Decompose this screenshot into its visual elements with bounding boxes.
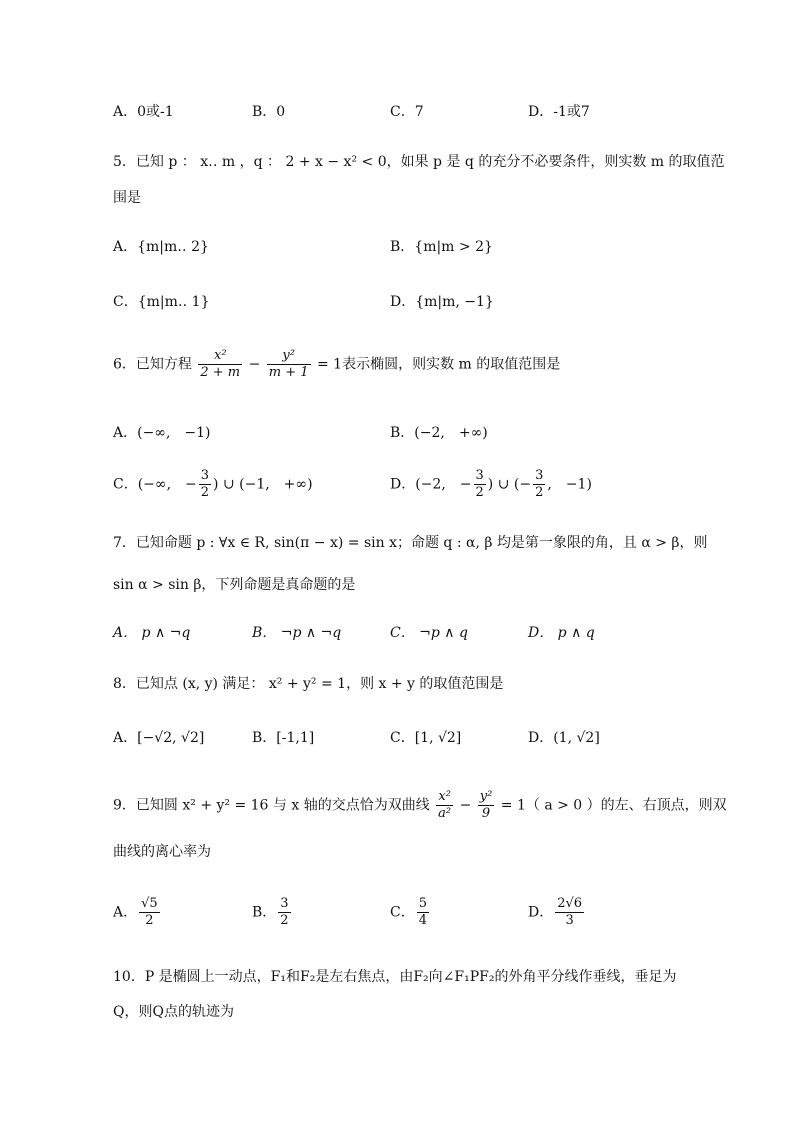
q7-option-d[interactable]: D． p ∧ q bbox=[528, 625, 595, 641]
q6-stem bbox=[113, 348, 560, 381]
q7-stem-line1: 7．已知命题 p : ∀x ∈ R, sin(π − x) = sin x；命题 q : α, β 均是第一象限的角，且 α > β，则 bbox=[113, 535, 708, 551]
q4-option-c[interactable]: C．7 bbox=[390, 104, 424, 120]
q9-option-c[interactable] bbox=[390, 896, 431, 929]
q9-option-d-denominator: 3 bbox=[565, 913, 574, 928]
q6-option-c-numerator: 3 bbox=[200, 468, 210, 483]
q6-option-d-denominator-2: 2 bbox=[535, 485, 544, 500]
q9-option-d-numerator: 2√6 bbox=[557, 896, 583, 911]
q9-option-d-label: D． bbox=[528, 904, 554, 921]
q6-fraction-1-numerator: x² bbox=[198, 348, 242, 365]
q6-option-d-numerator-2: 3 bbox=[535, 468, 544, 483]
q7-option-b[interactable]: B． ¬p ∧ ¬q bbox=[252, 625, 342, 641]
q6-minus: − bbox=[248, 356, 261, 373]
q9-option-d-fraction bbox=[555, 896, 584, 929]
q6-option-d-mid: ) ∪ (− bbox=[487, 476, 532, 493]
q5-option-c[interactable]: C．{m|m‥ 1} bbox=[113, 294, 210, 310]
q9-fraction-1-numerator: x² bbox=[436, 789, 453, 806]
q4-option-a[interactable]: A．0或-1 bbox=[113, 104, 174, 120]
q8-option-d[interactable]: D．(1, √2] bbox=[528, 730, 600, 746]
q4-option-d[interactable]: D．-1或7 bbox=[528, 104, 590, 120]
q6-option-b[interactable]: B．(−2, +∞) bbox=[390, 425, 488, 441]
q9-minus: − bbox=[459, 797, 472, 814]
q6-fraction-2 bbox=[267, 348, 311, 381]
q5-stem-line1: 5．已知 p ： x‥ m ，q ： 2 + x − x² < 0，如果 p 是 q 的充分不必要条件，则实数 m 的取值范 bbox=[113, 154, 725, 170]
q10-stem-line1: 10．P 是椭圆上一动点，F₁和F₂是左右焦点，由F₂向∠F₁PF₂的外角平分线作垂线，垂足为 bbox=[113, 969, 677, 985]
q9-option-b-label: B． bbox=[252, 904, 277, 921]
q9-option-b-fraction bbox=[278, 896, 290, 929]
q9-option-c-numerator: 5 bbox=[418, 896, 427, 911]
q6-option-a[interactable]: A．(−∞, −1) bbox=[113, 425, 211, 441]
q9-fraction-2-denominator: 9 bbox=[481, 806, 491, 821]
q9-fraction-1 bbox=[436, 789, 453, 822]
q6-option-c-post: ) ∪ (−1, +∞) bbox=[213, 476, 313, 493]
q6-option-d-fraction-1 bbox=[474, 468, 486, 501]
q9-fraction-2 bbox=[478, 789, 495, 822]
q9-option-a-numerator: √5 bbox=[141, 896, 158, 911]
q5-stem-line2: 围是 bbox=[113, 190, 141, 206]
q6-prefix: 6．已知方程 bbox=[113, 356, 192, 373]
q4-option-b[interactable]: B．0 bbox=[252, 104, 286, 120]
q6-option-c[interactable] bbox=[113, 468, 313, 501]
q9-stem bbox=[113, 789, 727, 822]
q9-fraction-1-denominator: a² bbox=[438, 806, 452, 821]
q5-option-b[interactable]: B．{m|m > 2} bbox=[390, 239, 493, 255]
q9-suffix: = 1（ a > 0 ）的左、右顶点，则双 bbox=[500, 797, 727, 814]
q6-option-d-numerator-1: 3 bbox=[475, 468, 484, 483]
q9-fraction-2-numerator: y² bbox=[479, 789, 493, 804]
q9-option-c-fraction bbox=[417, 896, 429, 929]
q9-option-d[interactable] bbox=[528, 896, 586, 929]
q9-stem-line2: 曲线的离心率为 bbox=[113, 844, 211, 860]
q6-option-d-fraction-2 bbox=[533, 468, 545, 501]
q8-stem: 8．已知点 (x, y) 满足： x² + y² = 1，则 x + y 的取值范围是 bbox=[113, 676, 504, 692]
q9-option-a-label: A． bbox=[113, 904, 138, 921]
q6-fraction-2-denominator: m + 1 bbox=[268, 365, 309, 380]
q9-option-b[interactable] bbox=[252, 896, 293, 929]
q10-stem-line2: Q，则Q点的轨迹为 bbox=[113, 1004, 234, 1020]
q5-option-d[interactable]: D．{m|m‚ −1} bbox=[390, 294, 494, 310]
q6-option-d-denominator-1: 2 bbox=[475, 485, 484, 500]
q9-option-b-denominator: 2 bbox=[280, 913, 289, 928]
q5-option-a[interactable]: A．{m|m‥ 2} bbox=[113, 239, 209, 255]
q9-option-c-label: C． bbox=[390, 904, 415, 921]
q6-option-c-denominator: 2 bbox=[200, 485, 210, 500]
q6-option-c-pre: C．(−∞, − bbox=[113, 476, 197, 493]
q6-fraction-1-denominator: 2 + m bbox=[200, 365, 241, 380]
q6-fraction-2-numerator: y² bbox=[267, 348, 311, 365]
q6-option-c-fraction bbox=[199, 468, 211, 501]
q8-option-c[interactable]: C．[1, √2] bbox=[390, 730, 462, 746]
q9-option-a-denominator: 2 bbox=[145, 913, 154, 928]
q6-option-d-post: , −1) bbox=[547, 476, 592, 493]
q9-option-a-fraction bbox=[139, 896, 160, 929]
q8-option-a[interactable]: A．[−√2, √2] bbox=[113, 730, 205, 746]
q9-option-b-numerator: 3 bbox=[280, 896, 289, 911]
q6-option-d[interactable] bbox=[390, 468, 592, 501]
q7-option-a[interactable]: A． p ∧ ¬q bbox=[113, 625, 191, 641]
q8-option-b[interactable]: B．[-1,1] bbox=[252, 730, 315, 746]
q9-option-c-denominator: 4 bbox=[418, 913, 427, 928]
q6-option-d-pre: D．(−2, − bbox=[390, 476, 472, 493]
q6-suffix: = 1表示椭圆，则实数 m 的取值范围是 bbox=[317, 356, 561, 373]
q6-fraction-1 bbox=[198, 348, 242, 381]
q7-stem-line2: sin α > sin β，下列命题是真命题的是 bbox=[113, 577, 356, 593]
q7-option-c[interactable]: C． ¬p ∧ q bbox=[390, 625, 468, 641]
q9-option-a[interactable] bbox=[113, 896, 162, 929]
q9-prefix: 9．已知圆 x² + y² = 16 与 x 轴的交点恰为双曲线 bbox=[113, 797, 430, 814]
